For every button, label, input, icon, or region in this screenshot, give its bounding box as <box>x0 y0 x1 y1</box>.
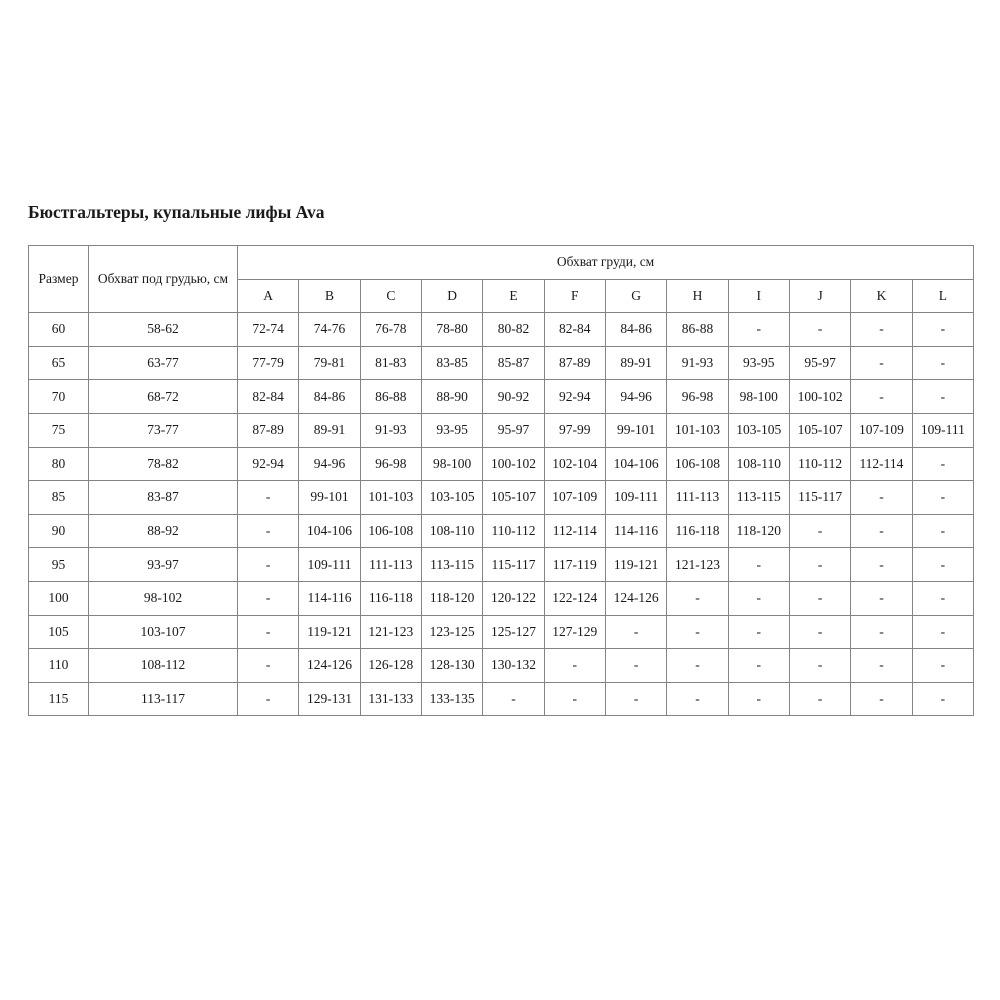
bust-range-cell: - <box>483 682 544 716</box>
bust-range-cell: 109-111 <box>912 413 974 447</box>
bust-range-cell: - <box>851 682 912 716</box>
bust-range-cell: - <box>728 615 789 649</box>
bust-range-cell: - <box>912 649 974 683</box>
bust-range-cell: 112-114 <box>851 447 912 481</box>
underbust-cell: 93-97 <box>89 548 238 582</box>
bust-range-cell: 87-89 <box>544 346 605 380</box>
column-header-underbust: Обхват под грудью, см <box>89 246 238 313</box>
underbust-cell: 103-107 <box>89 615 238 649</box>
bust-range-cell: 84-86 <box>605 313 666 347</box>
table-row <box>29 413 974 447</box>
bust-range-cell: 130-132 <box>483 649 544 683</box>
bust-range-cell: 92-94 <box>544 380 605 414</box>
size-cell: 90 <box>29 514 89 548</box>
bust-range-cell: 95-97 <box>483 413 544 447</box>
table-row <box>29 346 974 380</box>
column-header-bust-group: Обхват груди, см <box>238 246 974 280</box>
bust-range-cell: - <box>728 313 789 347</box>
bust-range-cell: - <box>851 649 912 683</box>
bust-range-cell: 121-123 <box>360 615 421 649</box>
bust-range-cell: - <box>789 581 850 615</box>
underbust-cell: 68-72 <box>89 380 238 414</box>
bust-range-cell: 110-112 <box>483 514 544 548</box>
bust-range-cell: - <box>912 481 974 515</box>
bust-range-cell: 118-120 <box>421 581 482 615</box>
bust-range-cell: 72-74 <box>238 313 299 347</box>
table-row <box>29 447 974 481</box>
bust-range-cell: 106-108 <box>667 447 728 481</box>
underbust-cell: 88-92 <box>89 514 238 548</box>
size-cell: 95 <box>29 548 89 582</box>
size-cell: 110 <box>29 649 89 683</box>
bust-range-cell: 107-109 <box>544 481 605 515</box>
bust-range-cell: 120-122 <box>483 581 544 615</box>
bust-range-cell: 112-114 <box>544 514 605 548</box>
bust-range-cell: - <box>728 548 789 582</box>
bust-range-cell: 109-111 <box>605 481 666 515</box>
bust-range-cell: 94-96 <box>605 380 666 414</box>
column-header-cup: J <box>789 279 850 313</box>
underbust-cell: 63-77 <box>89 346 238 380</box>
bust-range-cell: 83-85 <box>421 346 482 380</box>
underbust-cell: 98-102 <box>89 581 238 615</box>
bust-range-cell: - <box>851 514 912 548</box>
bust-range-cell: - <box>605 682 666 716</box>
table-row <box>29 548 974 582</box>
bust-range-cell: 79-81 <box>299 346 360 380</box>
bust-range-cell: 106-108 <box>360 514 421 548</box>
bust-range-cell: - <box>912 682 974 716</box>
bust-range-cell: 116-118 <box>667 514 728 548</box>
bust-range-cell: 117-119 <box>544 548 605 582</box>
bust-range-cell: 105-107 <box>789 413 850 447</box>
bust-range-cell: - <box>851 380 912 414</box>
bust-range-cell: - <box>238 649 299 683</box>
bust-range-cell: 123-125 <box>421 615 482 649</box>
bust-range-cell: - <box>728 581 789 615</box>
bust-range-cell: - <box>544 649 605 683</box>
bust-range-cell: 126-128 <box>360 649 421 683</box>
bust-range-cell: 101-103 <box>667 413 728 447</box>
table-row <box>29 615 974 649</box>
bust-range-cell: - <box>912 548 974 582</box>
bust-range-cell: - <box>789 514 850 548</box>
bust-range-cell: - <box>605 615 666 649</box>
bust-range-cell: - <box>851 615 912 649</box>
size-cell: 70 <box>29 380 89 414</box>
bust-range-cell: 107-109 <box>851 413 912 447</box>
bust-range-cell: - <box>789 649 850 683</box>
bust-range-cell: 80-82 <box>483 313 544 347</box>
bust-range-cell: 116-118 <box>360 581 421 615</box>
column-header-cup: D <box>421 279 482 313</box>
underbust-cell: 108-112 <box>89 649 238 683</box>
column-header-cup: C <box>360 279 421 313</box>
bust-range-cell: 88-90 <box>421 380 482 414</box>
bust-range-cell: 100-102 <box>789 380 850 414</box>
bust-range-cell: - <box>667 682 728 716</box>
bust-range-cell: 127-129 <box>544 615 605 649</box>
bust-range-cell: 105-107 <box>483 481 544 515</box>
underbust-cell: 113-117 <box>89 682 238 716</box>
size-cell: 80 <box>29 447 89 481</box>
bust-range-cell: 115-117 <box>483 548 544 582</box>
bust-range-cell: 113-115 <box>728 481 789 515</box>
column-header-cup: B <box>299 279 360 313</box>
bust-range-cell: 99-101 <box>299 481 360 515</box>
bust-range-cell: 84-86 <box>299 380 360 414</box>
bust-range-cell: 129-131 <box>299 682 360 716</box>
bust-range-cell: 86-88 <box>667 313 728 347</box>
table-header <box>29 246 974 313</box>
bust-range-cell: 87-89 <box>238 413 299 447</box>
bust-range-cell: 108-110 <box>728 447 789 481</box>
column-header-cup: E <box>483 279 544 313</box>
table-row <box>29 481 974 515</box>
bust-range-cell: 108-110 <box>421 514 482 548</box>
bust-range-cell: 124-126 <box>605 581 666 615</box>
bust-range-cell: 98-100 <box>728 380 789 414</box>
bust-range-cell: - <box>238 548 299 582</box>
bust-range-cell: 118-120 <box>728 514 789 548</box>
bust-range-cell: 81-83 <box>360 346 421 380</box>
bust-range-cell: 91-93 <box>360 413 421 447</box>
bust-range-cell: - <box>238 615 299 649</box>
bust-range-cell: - <box>851 346 912 380</box>
bust-range-cell: 122-124 <box>544 581 605 615</box>
size-cell: 60 <box>29 313 89 347</box>
bust-range-cell: - <box>238 481 299 515</box>
bust-range-cell: 104-106 <box>605 447 666 481</box>
table-body <box>29 313 974 716</box>
bust-range-cell: 86-88 <box>360 380 421 414</box>
bust-range-cell: 125-127 <box>483 615 544 649</box>
bust-range-cell: 111-113 <box>360 548 421 582</box>
size-chart-table <box>28 245 974 716</box>
bust-range-cell: 124-126 <box>299 649 360 683</box>
bust-range-cell: - <box>851 581 912 615</box>
bust-range-cell: 96-98 <box>360 447 421 481</box>
bust-range-cell: 98-100 <box>421 447 482 481</box>
table-row <box>29 514 974 548</box>
bust-range-cell: 94-96 <box>299 447 360 481</box>
underbust-cell: 73-77 <box>89 413 238 447</box>
bust-range-cell: 110-112 <box>789 447 850 481</box>
bust-range-cell: - <box>851 481 912 515</box>
bust-range-cell: 91-93 <box>667 346 728 380</box>
bust-range-cell: 93-95 <box>421 413 482 447</box>
bust-range-cell: 89-91 <box>299 413 360 447</box>
bust-range-cell: - <box>667 615 728 649</box>
bust-range-cell: - <box>912 313 974 347</box>
bust-range-cell: 95-97 <box>789 346 850 380</box>
table-row <box>29 649 974 683</box>
column-header-cup: A <box>238 279 299 313</box>
bust-range-cell: 97-99 <box>544 413 605 447</box>
bust-range-cell: 82-84 <box>238 380 299 414</box>
bust-range-cell: - <box>912 447 974 481</box>
bust-range-cell: - <box>789 548 850 582</box>
bust-range-cell: 93-95 <box>728 346 789 380</box>
bust-range-cell: 96-98 <box>667 380 728 414</box>
table-row <box>29 682 974 716</box>
bust-range-cell: 76-78 <box>360 313 421 347</box>
size-cell: 105 <box>29 615 89 649</box>
size-cell: 100 <box>29 581 89 615</box>
table-row <box>29 581 974 615</box>
column-header-cup: K <box>851 279 912 313</box>
underbust-cell: 78-82 <box>89 447 238 481</box>
bust-range-cell: 77-79 <box>238 346 299 380</box>
table-row <box>29 313 974 347</box>
bust-range-cell: 89-91 <box>605 346 666 380</box>
column-header-cup: F <box>544 279 605 313</box>
bust-range-cell: - <box>667 649 728 683</box>
size-cell: 65 <box>29 346 89 380</box>
bust-range-cell: 114-116 <box>299 581 360 615</box>
column-header-cup: L <box>912 279 974 313</box>
bust-range-cell: - <box>238 682 299 716</box>
bust-range-cell: 90-92 <box>483 380 544 414</box>
bust-range-cell: - <box>728 682 789 716</box>
header-row-top <box>29 246 974 280</box>
bust-range-cell: - <box>238 581 299 615</box>
bust-range-cell: 82-84 <box>544 313 605 347</box>
bust-range-cell: 103-105 <box>728 413 789 447</box>
bust-range-cell: 92-94 <box>238 447 299 481</box>
bust-range-cell: 101-103 <box>360 481 421 515</box>
bust-range-cell: 102-104 <box>544 447 605 481</box>
bust-range-cell: - <box>851 313 912 347</box>
bust-range-cell: - <box>912 615 974 649</box>
bust-range-cell: - <box>728 649 789 683</box>
bust-range-cell: 104-106 <box>299 514 360 548</box>
bust-range-cell: 133-135 <box>421 682 482 716</box>
underbust-cell: 83-87 <box>89 481 238 515</box>
bust-range-cell: - <box>238 514 299 548</box>
size-cell: 85 <box>29 481 89 515</box>
bust-range-cell: - <box>789 313 850 347</box>
bust-range-cell: 128-130 <box>421 649 482 683</box>
bust-range-cell: - <box>544 682 605 716</box>
column-header-cup: H <box>667 279 728 313</box>
bust-range-cell: - <box>912 514 974 548</box>
bust-range-cell: 114-116 <box>605 514 666 548</box>
bust-range-cell: 100-102 <box>483 447 544 481</box>
bust-range-cell: 115-117 <box>789 481 850 515</box>
bust-range-cell: 99-101 <box>605 413 666 447</box>
page-title: Бюстгальтеры, купальные лифы Ava <box>28 202 325 222</box>
bust-range-cell: 119-121 <box>299 615 360 649</box>
bust-range-cell: 78-80 <box>421 313 482 347</box>
underbust-cell: 58-62 <box>89 313 238 347</box>
bust-range-cell: - <box>912 380 974 414</box>
column-header-cup: I <box>728 279 789 313</box>
bust-range-cell: 109-111 <box>299 548 360 582</box>
bust-range-cell: 113-115 <box>421 548 482 582</box>
bust-range-cell: 131-133 <box>360 682 421 716</box>
column-header-cup: G <box>605 279 666 313</box>
table-row <box>29 380 974 414</box>
bust-range-cell: 85-87 <box>483 346 544 380</box>
bust-range-cell: 111-113 <box>667 481 728 515</box>
bust-range-cell: - <box>912 581 974 615</box>
bust-range-cell: - <box>667 581 728 615</box>
bust-range-cell: - <box>789 615 850 649</box>
bust-range-cell: 74-76 <box>299 313 360 347</box>
bust-range-cell: - <box>851 548 912 582</box>
bust-range-cell: 121-123 <box>667 548 728 582</box>
size-cell: 115 <box>29 682 89 716</box>
bust-range-cell: - <box>912 346 974 380</box>
bust-range-cell: 103-105 <box>421 481 482 515</box>
bust-range-cell: - <box>605 649 666 683</box>
column-header-size: Размер <box>29 246 89 313</box>
bust-range-cell: 119-121 <box>605 548 666 582</box>
bust-range-cell: - <box>789 682 850 716</box>
size-cell: 75 <box>29 413 89 447</box>
